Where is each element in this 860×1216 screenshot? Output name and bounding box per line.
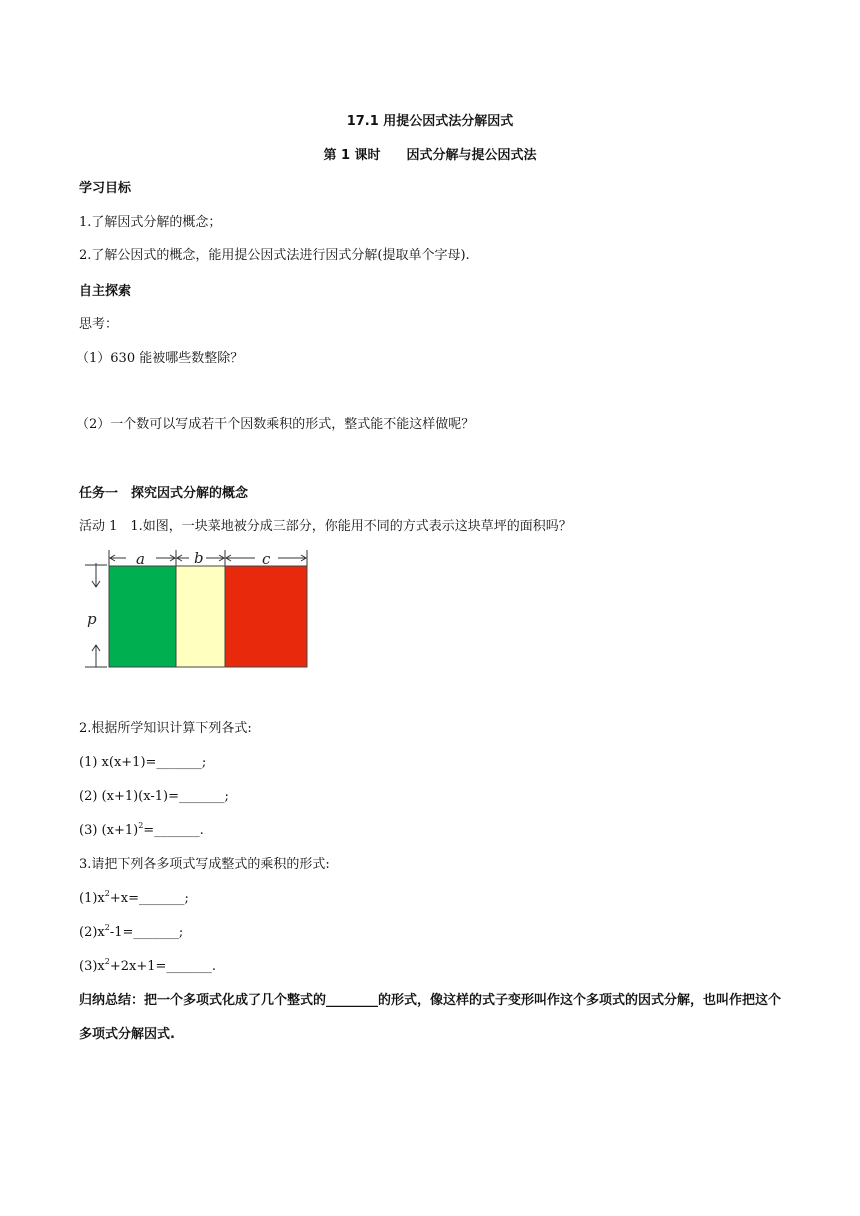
label-a: a <box>136 550 145 568</box>
region-a <box>109 566 176 667</box>
calc-heading: 2.根据所学知识计算下列各式: <box>79 721 252 736</box>
calc-item-3: (3) $(x+1)^2=\_\_\_\_\_\_\_$. <box>79 821 204 838</box>
goals-heading: 学习目标 <box>79 181 132 196</box>
page-title: 17.1 用提公因式法分解因式 <box>346 114 514 129</box>
think-label: 思考： <box>79 317 119 332</box>
product-item-2: $(2)x^2-1=\_\_\_\_\_\_\_$; <box>79 923 184 940</box>
activity-1-text: 活动 1 1.如图，一块菜地被分成三部分，你能用不同的方式表示这块草坪的面积吗？ <box>79 519 572 534</box>
explore-heading: 自主探索 <box>79 284 132 299</box>
product-item-3: $(3)x^2+2x+1=\_\_\_\_\_\_\_$. <box>79 957 217 974</box>
lesson-subtitle: 第 1 课时 因式分解与提公因式法 <box>323 148 537 163</box>
summary-text: 归纳总结：把一个多项式化成了几个整式的________的形式，像这样的式子变形叫作这个多项式的因式分解，也叫作把这个多项式分解因式. <box>79 993 782 1042</box>
label-c: c <box>262 550 271 568</box>
calc-item-1: (1) x(x+1)=_______; <box>79 755 207 770</box>
task1-heading: 任务一 探究因式分解的概念 <box>79 486 249 501</box>
region-c <box>225 566 307 667</box>
garden-diagram <box>80 545 320 673</box>
goal-item-1: 1.了解因式分解的概念； <box>79 215 222 230</box>
question-1: （1）630 能被哪些数整除？ <box>76 351 244 366</box>
label-p: p <box>87 610 97 628</box>
question-2: （2）一个数可以写成若干个因数乘积的形式，整式能不能这样做呢？ <box>76 417 475 432</box>
goal-item-2: 2.了解公因式的概念，能用提公因式法进行因式分解(提取单个字母). <box>79 248 470 263</box>
product-item-1: $(1)x^2+x=\_\_\_\_\_\_\_$; <box>79 889 189 906</box>
product-heading: 3.请把下列各多项式写成整式的乘积的形式: <box>79 857 330 872</box>
label-b: b <box>194 549 204 567</box>
region-b <box>176 566 225 667</box>
calc-item-2: (2) (x+1)(x-1)=_______; <box>79 789 229 804</box>
